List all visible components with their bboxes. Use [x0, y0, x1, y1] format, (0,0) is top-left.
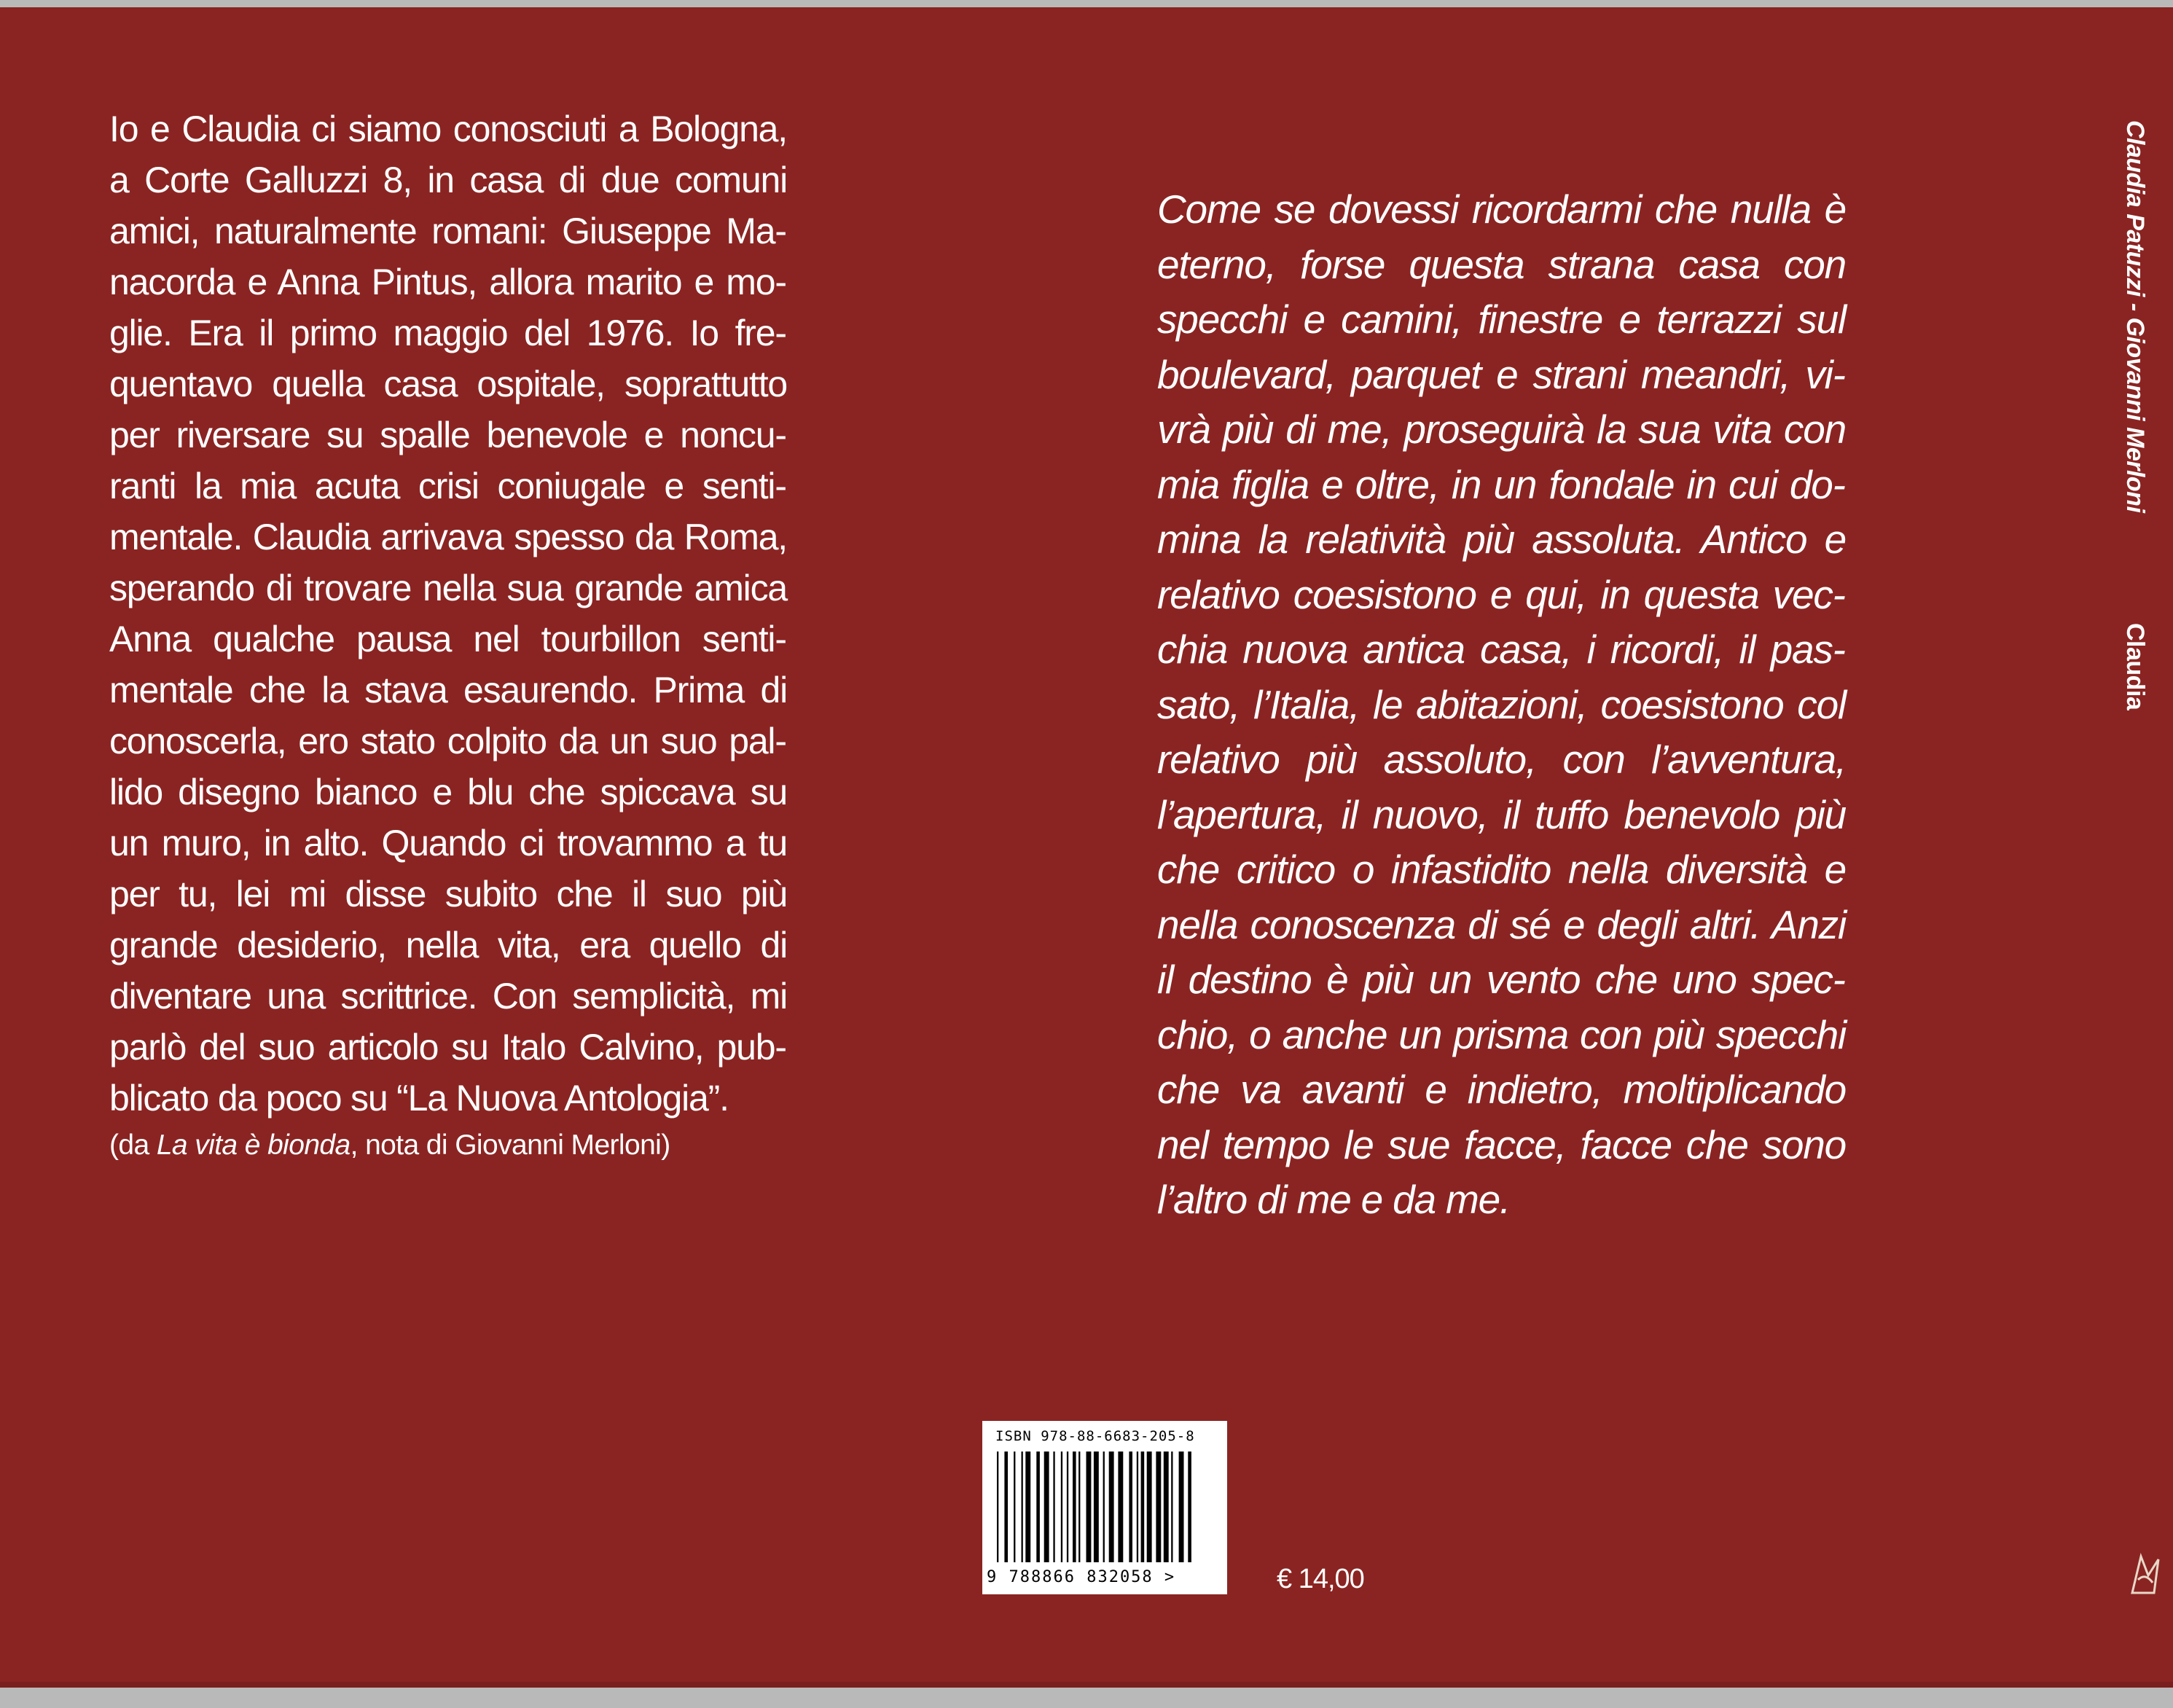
- barcode-bar: [1014, 1452, 1015, 1562]
- book-back-cover: [0, 7, 2173, 1688]
- barcode-bar: [1086, 1452, 1092, 1562]
- barcode-bar: [1036, 1452, 1040, 1562]
- barcode-bar: [1103, 1452, 1105, 1562]
- barcode-bar: [997, 1452, 998, 1562]
- barcode-bar: [1188, 1452, 1191, 1562]
- barcode-bar: [1022, 1452, 1023, 1562]
- spine-title: Claudia: [2121, 623, 2149, 710]
- barcode-bar: [1053, 1452, 1054, 1562]
- citation-prefix: (da: [109, 1129, 157, 1161]
- barcode-bar: [1004, 1452, 1008, 1562]
- price-label: € 14,00: [1277, 1564, 1364, 1594]
- citation-suffix: , nota di Giovanni Merloni): [350, 1129, 670, 1161]
- barcode-bar: [1061, 1452, 1062, 1562]
- barcode-bar: [1141, 1452, 1145, 1562]
- barcode-bar: [1109, 1452, 1114, 1562]
- barcode-bar: [1078, 1452, 1080, 1562]
- spine: [2121, 120, 2164, 776]
- barcode-bar: [1171, 1452, 1172, 1562]
- barcode-bar: [1067, 1452, 1068, 1562]
- citation: [109, 1125, 787, 1166]
- barcode-bar: [1025, 1452, 1030, 1562]
- barcode-bars: [987, 1452, 1223, 1567]
- barcode-bar: [1156, 1452, 1161, 1562]
- barcode-bar: [1137, 1452, 1138, 1562]
- barcode-bar: [1147, 1452, 1152, 1562]
- barcode-digits: 9 788866 832058 >: [987, 1568, 1176, 1586]
- barcode-bar: [1118, 1452, 1123, 1562]
- right-paragraph: Come se dovessi ricordarmi che nulla è eterno, forse questa strana casa con specchi e camini, finestre e terrazzi sul boulevard, parquet e strani meandri, vivrà più di me, proseguirà la sua vita con mia figlia e oltre, in un fondale in cui domina la relatività più assoluta. Antico e relativo coesistono e qui, in questa vecchia nuova antica casa, i ricordi, il passato, l’Italia, le abitazioni, coesistono col relativo più assoluto, con l’avventura, l’apertura, il nuovo, il tuffo benevolo più che critico o infastidito nella diversità e nella conoscenza di sé e degli altri. Anzi il destino è più un vento che uno specchio, o anche un prisma con più specchi che va avanti e indietro, moltiplicando nel tempo le sue facce, facce che sono l’altro di me e da me.: [1157, 187, 1846, 1222]
- left-text-block: [109, 103, 787, 1166]
- spine-authors: Claudia Patuzzi - Giovanni Merloni: [2121, 120, 2149, 513]
- citation-book-title: La vita è bionda: [156, 1129, 351, 1161]
- barcode-bar: [1164, 1452, 1169, 1562]
- barcode-bar: [1094, 1452, 1099, 1562]
- barcode-bar: [1073, 1452, 1076, 1562]
- left-paragraph: Io e Claudia ci siamo conosciuti a Bologna, a Corte Galluzzi 8, in casa di due comuni amici, naturalmente romani: Giuseppe Manacorda e Anna Pintus, allora marito e moglie. Era il primo maggio del 1976. Io frequentavo quella casa ospitale, soprattutto per riversare su spalle benevole e noncuranti la mia acuta crisi coniugale e sentimentale. Claudia arrivava spesso da Roma, sperando di trovare nella sua grande amica Anna qualche pausa nel tourbillon sentimentale che la stava esaurendo. Prima di conoscerla, ero stato colpito da un suo pallido disegno bianco e blu che spiccava su un muro, in alto. Quando ci trovammo a tu per tu, lei mi disse subito che il suo più grande desiderio, nella vita, era quello di diventare una scrittrice. Con semplicità, mi parlò del suo articolo su Italo Calvino, pubblicato da poco su “La Nuova Antologia”.: [109, 109, 787, 1119]
- isbn-barcode: [982, 1421, 1227, 1594]
- isbn-label: ISBN 978-88-6683-205-8: [995, 1428, 1195, 1444]
- barcode-bar: [1044, 1452, 1049, 1562]
- barcode-bar: [1179, 1452, 1184, 1562]
- right-text-block: [1157, 182, 1846, 1228]
- publisher-logo-icon: [2126, 1551, 2164, 1597]
- barcode-bar: [1129, 1452, 1132, 1562]
